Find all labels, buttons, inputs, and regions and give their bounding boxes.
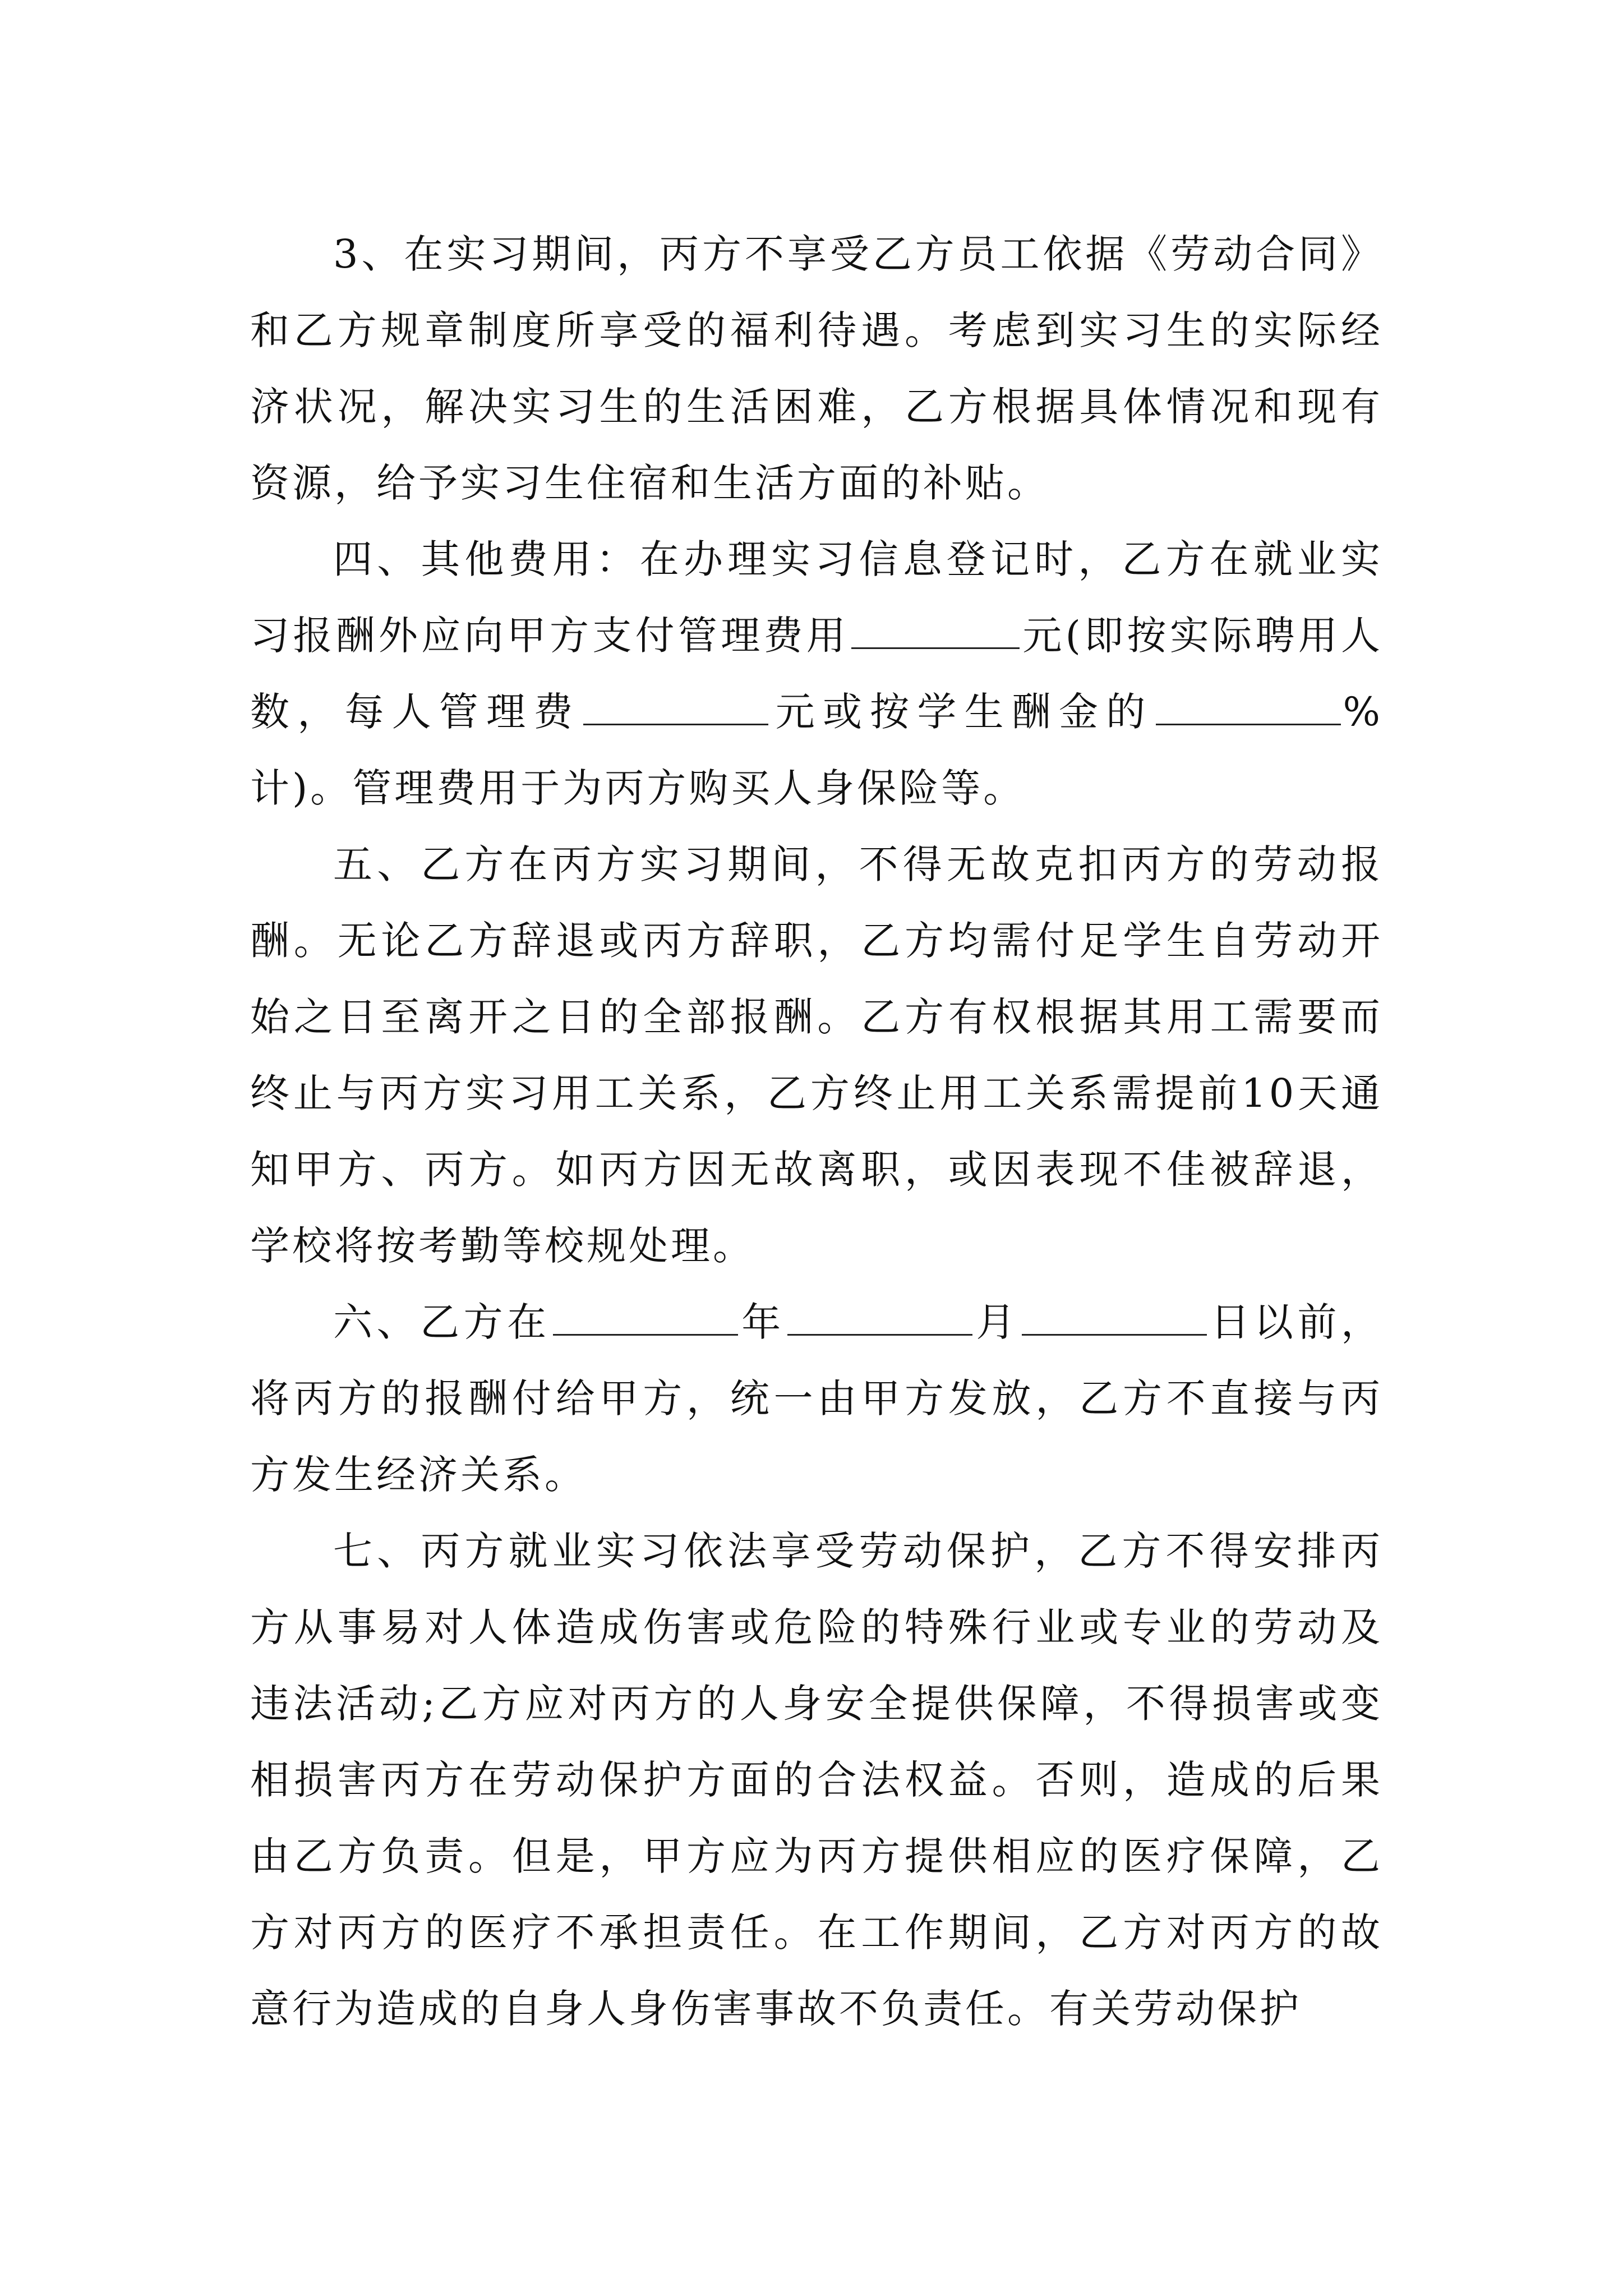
day-blank bbox=[1022, 1299, 1207, 1336]
other-fees-text-4: %计)。管理费用于为丙方购买人身保险等。 bbox=[250, 689, 1384, 811]
paragraph-welfare-text: 3、在实习期间，丙方不享受乙方员工依据《劳动合同》和乙方规章制度所享受的福利待遇。考虑到实习生的实际经济状况，解决实习生的生活困难，乙方根据具体情况和现有资源，给予实习生住宿和生活方面的补贴。 bbox=[250, 231, 1383, 506]
other-fees-text-1: 四、其他费用：在办理实习信息登记时，乙方在就业实习报酬外应向甲方支付管理费用 bbox=[250, 536, 1383, 659]
paragraph-remuneration-text: 五、乙方在丙方实习期间，不得无故克扣丙方的劳动报酬。无论乙方辞退或丙方辞职，乙方均需付足学生自劳动开始之日至离开之日的全部报酬。乙方有权根据其用工需要而终止与丙方实习用工关系，乙方终止用工关系需提前10天通知甲方、丙方。如丙方因无故离职，或因表现不佳被辞退，学校将按考勤等校规处理。 bbox=[250, 841, 1383, 1269]
payment-date-text-2: 年 bbox=[740, 1299, 785, 1345]
document-body bbox=[250, 216, 1383, 2047]
payment-date-text-1: 六、乙方在 bbox=[333, 1299, 551, 1345]
management-fee-blank bbox=[851, 613, 1020, 649]
year-blank bbox=[553, 1299, 738, 1336]
per-person-fee-blank bbox=[583, 689, 768, 725]
other-fees-text-3: 元或按学生酬金的 bbox=[770, 689, 1154, 735]
paragraph-other-fees bbox=[250, 521, 1383, 826]
paragraph-welfare bbox=[250, 216, 1383, 521]
percentage-blank bbox=[1156, 689, 1341, 725]
paragraph-labor-protection bbox=[250, 1513, 1383, 2047]
month-blank bbox=[787, 1299, 972, 1336]
payment-date-text-4: 日以前，将丙方的报酬付给甲方，统一由甲方发放，乙方不直接与丙方发生经济关系。 bbox=[250, 1299, 1384, 1498]
other-fees-text-2: 元(即按实际聘用人数，每人管理费 bbox=[250, 613, 1384, 735]
payment-date-text-3: 月 bbox=[974, 1299, 1020, 1345]
paragraph-payment-date bbox=[250, 1284, 1383, 1513]
paragraph-labor-protection-text: 七、丙方就业实习依法享受劳动保护，乙方不得安排丙方从事易对人体造成伤害或危险的特殊行业或专业的劳动及违法活动;乙方应对丙方的人身安全提供保障，不得损害或变相损害丙方在劳动保护方面的合法权益。否则，造成的后果由乙方负责。但是，甲方应为丙方提供相应的医疗保障，乙方对丙方的医疗不承担责任。在工作期间，乙方对丙方的故意行为造成的自身人身伤害事故不负责任。有关劳动保护 bbox=[250, 1528, 1383, 2032]
paragraph-remuneration bbox=[250, 826, 1383, 1284]
